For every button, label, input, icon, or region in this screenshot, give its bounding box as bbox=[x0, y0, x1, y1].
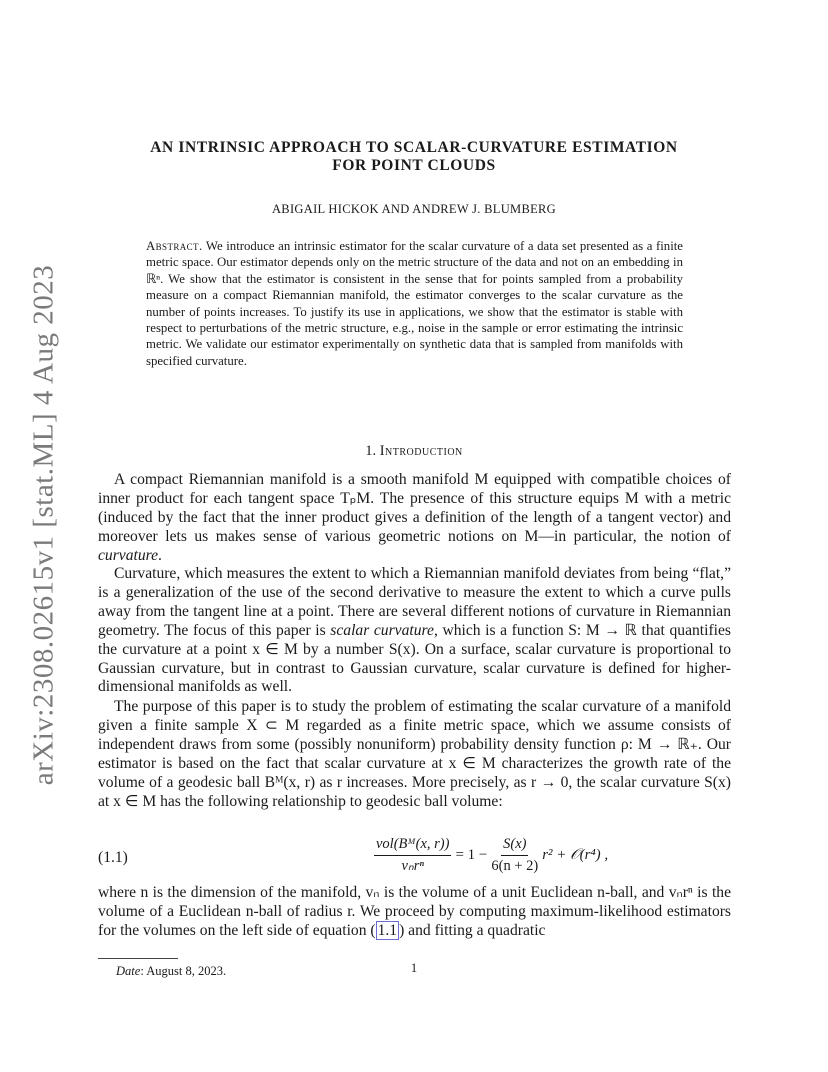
lhs-numerator: vol(Bᴹ(x, r)) bbox=[374, 836, 451, 856]
section-heading bbox=[100, 443, 728, 460]
section-number: 1. bbox=[365, 443, 377, 459]
author-list: ABIGAIL HICKOK AND ANDREW J. BLUMBERG bbox=[271, 202, 557, 216]
equation-1-1 bbox=[98, 833, 731, 877]
paragraph-1-end: . bbox=[158, 546, 162, 564]
equation-tail: r² + 𝒪(r⁴) , bbox=[542, 847, 609, 863]
paragraph-4-end: ) and fitting a quadratic bbox=[399, 921, 546, 939]
title-line-2: FOR POINT CLOUDS bbox=[332, 157, 496, 174]
abstract-label: Abstract. bbox=[146, 239, 203, 253]
equation-body bbox=[370, 833, 608, 877]
title-line-1: AN INTRINSIC APPROACH TO SCALAR-CURVATURE ESTIMATION bbox=[150, 139, 678, 156]
lhs-denominator: vₙrⁿ bbox=[401, 857, 424, 874]
footnote-rule bbox=[98, 958, 178, 959]
arxiv-sidebar-stamp bbox=[24, 264, 64, 786]
paragraph-3-text: The purpose of this paper is to study the problem of estimating the scalar curvature of a manifold given a finite sample X ⊂ M regarded as a finite metric space, which we assume consists of independent draws from some (possibly nonuniform) probability density function ρ: M → ℝ₊. Our estimator is based on the fact that scalar curvature at x ∈ M characterizes the growth rate of the volume of a geodesic ball Bᴹ(x, r) as r increases. More precisely, as r → 0, the scalar curvature S(x) at x ∈ M has the following relationship to geodesic ball volume: bbox=[98, 698, 731, 810]
footnote-label: Date bbox=[116, 964, 141, 978]
paragraph-2 bbox=[98, 565, 731, 697]
rhs-fraction bbox=[491, 836, 538, 875]
equation-reference-link[interactable]: 1.1 bbox=[377, 921, 398, 939]
paragraph-2-end: , which is a function S: M → ℝ that quantifies the curvature at a point x ∈ M by a number S(x). On a surface, scalar curvature is proportional to Gaussian curvature, but in contrast to Gaussian curvature, scalar curvature is defined for higher-dimensional manifolds as well. bbox=[98, 621, 731, 696]
abstract-text: We introduce an intrinsic estimator for the scalar curvature of a data set presented as a finite metric space. Our estimator depends only on the metric structure of the data and not on an embedding in ℝⁿ. We show that the estimator is consistent in the sense that for points sampled from a probability measure on a compact Riemannian manifold, the estimator converges to the scalar curvature as the number of points increases. To justify its use in applications, we show that the estimator is stable with respect to perturbations of the metric structure, e.g., noise in the sample or error estimating the intrinsic metric. We validate our estimator experimentally on synthetic data that is sampled from manifolds with specified curvature. bbox=[146, 239, 683, 368]
rhs-numerator: S(x) bbox=[501, 836, 528, 856]
paragraph-2-emphasis: scalar curvature bbox=[330, 621, 434, 639]
footnote-text: : August 8, 2023. bbox=[140, 964, 227, 978]
equation-number: (1.1) bbox=[98, 849, 128, 866]
paragraph-1-text: A compact Riemannian manifold is a smooth manifold M equipped with compatible choices of inner product for each tangent space TₚM. The presence of this structure equips M with a metric (induced by the fact that the inner product gives a definition of the length of a tangent vector) and moreover lets us makes sense of various geometric notions on M—in particular, the notion of bbox=[98, 471, 731, 545]
paragraph-1 bbox=[98, 471, 731, 566]
arxiv-identifier: arXiv:2308.02615v1 [stat.ML] 4 Aug 2023 bbox=[27, 264, 60, 786]
lhs-fraction bbox=[374, 836, 451, 875]
paragraph-1-emphasis: curvature bbox=[98, 546, 159, 564]
rhs-denominator: 6(n + 2) bbox=[491, 857, 539, 874]
paragraph-3 bbox=[98, 698, 731, 811]
paragraph-2-text: Curvature, which measures the extent to which a Riemannian manifold deviates from being “flat,” is a generalization of the use of the second derivative to measure the extent to which a curve pulls away from the tangent line at a point. There are several different notions of curvature in Riemannian geometry. The focus of this paper is bbox=[98, 565, 731, 639]
paragraph-4 bbox=[98, 884, 731, 941]
page-number: 1 bbox=[410, 961, 418, 975]
section-title: Introduction bbox=[379, 443, 463, 459]
paper-title bbox=[100, 139, 728, 175]
equation-equals: = 1 − bbox=[455, 846, 488, 863]
abstract bbox=[146, 238, 683, 369]
paragraph-4-text: where n is the dimension of the manifold, vₙ is the volume of a unit Euclidean n-ball, and vₙrⁿ is the volume of a Euclidean n-ball of radius r. We proceed by computing maximum-likelihood estimators for the volumes on the left side of equation ( bbox=[98, 884, 731, 939]
